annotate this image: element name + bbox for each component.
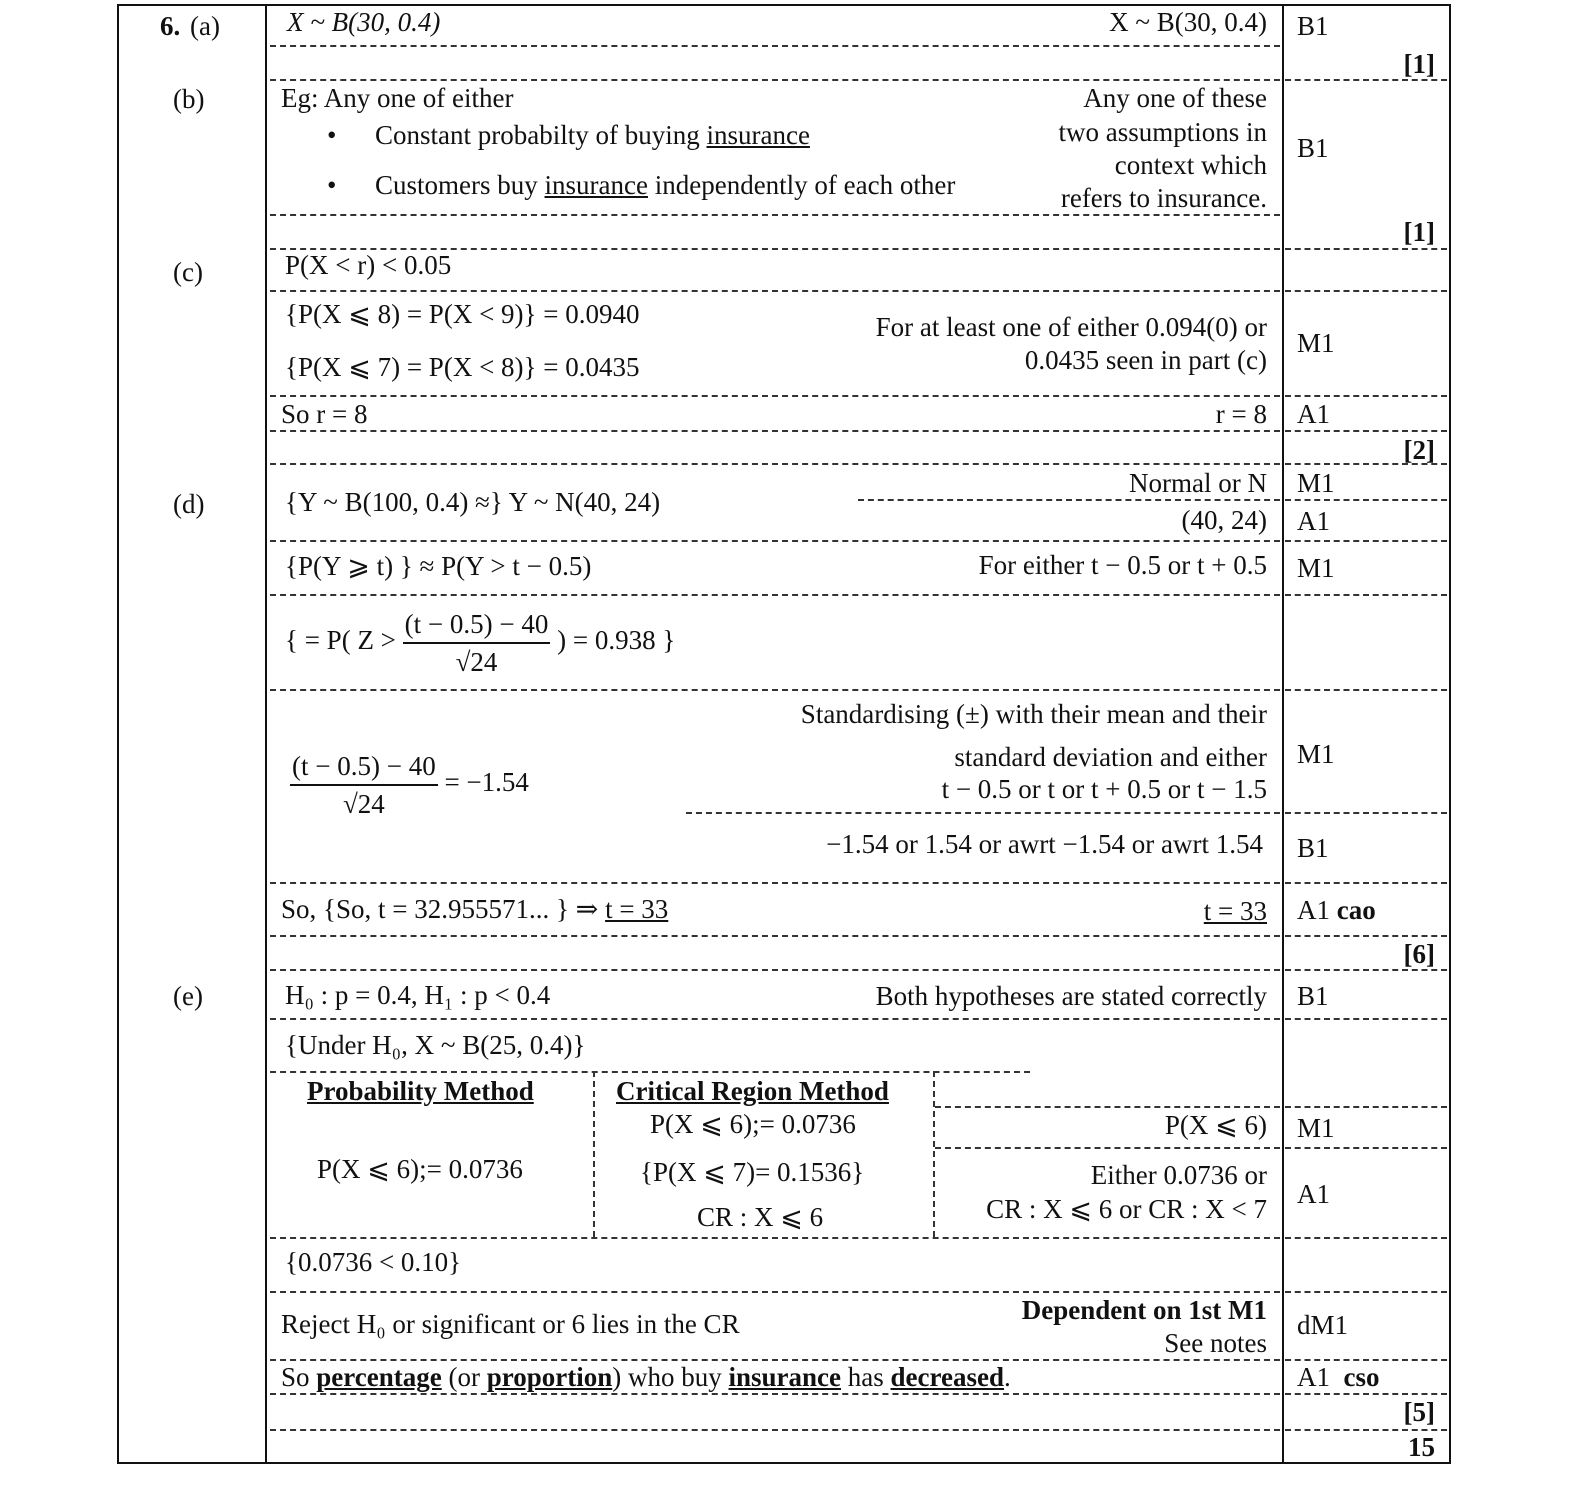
part-label-c: (c) xyxy=(173,257,203,287)
mark-divider xyxy=(1285,812,1447,814)
mark: M1 xyxy=(1297,328,1335,358)
part-total: [1] xyxy=(1403,49,1435,79)
text: proportion xyxy=(486,1362,613,1392)
text: So, {So, t = 32.955571... } ⇒ xyxy=(281,894,606,924)
note: two assumptions in xyxy=(1058,117,1267,147)
text: A1 xyxy=(1297,1362,1330,1392)
mark-divider xyxy=(1285,1018,1447,1020)
grand-total: 15 xyxy=(1408,1432,1435,1462)
denominator: √24 xyxy=(455,647,498,677)
row-divider xyxy=(270,395,1280,397)
answer: P(X ⩽ 6);= 0.0736 xyxy=(317,1154,523,1184)
answer: CR : X ⩽ 6 xyxy=(697,1202,824,1232)
numerator: (t − 0.5) − 40 xyxy=(403,606,551,644)
row-divider xyxy=(270,1429,1280,1431)
answer: {P(X ⩽ 7)= 0.1536} xyxy=(640,1157,865,1187)
answer: P(X < r) < 0.05 xyxy=(285,250,452,280)
answer: {Under H₀, X ~ B(25, 0.4)} xyxy=(285,1030,586,1060)
heading-critical-region-method: Critical Region Method xyxy=(616,1076,889,1106)
row-divider xyxy=(270,935,1280,937)
note: refers to insurance. xyxy=(1060,183,1267,213)
answer: {0.0736 < 0.10} xyxy=(285,1247,462,1277)
column-divider xyxy=(265,4,267,1464)
fraction xyxy=(403,606,551,680)
answer: X ~ B(30, 0.4) xyxy=(287,7,441,37)
text: cao xyxy=(1336,895,1376,925)
text: So xyxy=(281,1362,317,1392)
text: t = 33 xyxy=(605,894,669,924)
text: A1 xyxy=(1297,895,1330,925)
bullet-icon: • xyxy=(327,120,337,150)
note: X ~ B(30, 0.4) xyxy=(1109,7,1267,37)
method-divider xyxy=(933,1071,935,1237)
text: (or xyxy=(441,1362,487,1392)
answer: So r = 8 xyxy=(281,399,368,429)
mark-divider xyxy=(1285,689,1447,691)
note: r = 8 xyxy=(1215,399,1267,429)
mark: A1 xyxy=(1297,1179,1330,1209)
text: Customers buy xyxy=(375,170,545,200)
mark xyxy=(1297,1361,1380,1393)
answer: {P(X ⩽ 7) = P(X < 8)} = 0.0435 xyxy=(285,352,640,382)
answer-bullet xyxy=(375,119,810,151)
mark-divider xyxy=(1285,1393,1447,1395)
text: . xyxy=(1004,1362,1011,1392)
row-divider xyxy=(935,1106,1280,1108)
text: { = P( Z > xyxy=(285,625,396,656)
denominator: √24 xyxy=(342,789,385,819)
text: insurance xyxy=(706,120,810,150)
text: ) = 0.938 } xyxy=(557,625,676,656)
bottom-border xyxy=(118,1462,1451,1464)
row-divider xyxy=(270,969,1280,971)
fraction xyxy=(290,748,438,822)
part-total: [6] xyxy=(1403,939,1435,969)
mark-divider xyxy=(1285,1291,1447,1293)
row-divider xyxy=(270,689,1280,691)
mark-divider xyxy=(1285,594,1447,596)
row-divider xyxy=(270,1071,1030,1073)
note: standard deviation and either xyxy=(954,742,1267,772)
answer: Reject H₀ or significant or 6 lies in the CR xyxy=(281,1309,740,1339)
answer-z-equation xyxy=(290,748,529,822)
mark: M1 xyxy=(1297,468,1335,498)
note: See notes xyxy=(1164,1328,1267,1358)
row-divider xyxy=(935,1147,1280,1149)
note: Normal or N xyxy=(1129,468,1267,498)
row-divider xyxy=(270,290,1280,292)
row-divider xyxy=(270,430,1280,432)
answer-standardised xyxy=(285,606,675,680)
row-divider xyxy=(270,1291,1280,1293)
part-label-b: (b) xyxy=(173,84,205,114)
mark xyxy=(1297,894,1376,926)
mark: B1 xyxy=(1297,981,1329,1011)
mark-divider xyxy=(1285,1106,1447,1108)
mark-divider xyxy=(1285,290,1447,292)
answer: {P(Y ⩾ t) } ≈ P(Y > t − 0.5) xyxy=(285,551,592,581)
row-divider xyxy=(686,812,1280,814)
heading-probability-method: Probability Method xyxy=(307,1076,534,1106)
text: insurance xyxy=(728,1362,842,1392)
note: For at least one of either 0.094(0) or xyxy=(875,312,1267,342)
mark: A1 xyxy=(1297,399,1330,429)
mark: A1 xyxy=(1297,506,1330,536)
note: P(X ⩽ 6) xyxy=(1164,1110,1267,1140)
question-number: 6. xyxy=(160,11,181,41)
bullet-icon: • xyxy=(327,170,337,200)
mark: dM1 xyxy=(1297,1310,1349,1340)
text: cso xyxy=(1343,1362,1380,1392)
mark-divider xyxy=(1285,540,1447,542)
conclusion xyxy=(281,1361,1011,1393)
method-divider xyxy=(593,1071,595,1237)
mark-divider xyxy=(1285,1147,1447,1149)
answer: Eg: Any one of either xyxy=(281,83,514,113)
text: percentage xyxy=(316,1362,442,1392)
right-border xyxy=(1449,4,1451,1464)
row-divider xyxy=(270,1237,1280,1239)
text: independently of each other xyxy=(647,170,956,200)
mark: B1 xyxy=(1297,11,1329,41)
mark-divider xyxy=(1285,499,1447,501)
answer: P(X ⩽ 6);= 0.0736 xyxy=(650,1109,856,1139)
note: Either 0.0736 or xyxy=(1090,1160,1267,1190)
mark: M1 xyxy=(1297,553,1335,583)
left-border xyxy=(117,4,119,1464)
row-divider xyxy=(270,1393,1280,1395)
answer: {P(X ⩽ 8) = P(X < 9)} = 0.0940 xyxy=(285,299,640,329)
row-divider xyxy=(270,540,1280,542)
note: t = 33 xyxy=(1203,896,1267,926)
note: Dependent on 1st M1 xyxy=(1021,1295,1267,1325)
text: ) who buy xyxy=(612,1362,729,1392)
mark: M1 xyxy=(1297,1113,1335,1143)
note: 0.0435 seen in part (c) xyxy=(1024,345,1267,375)
part-label-e: (e) xyxy=(173,981,203,1011)
note: CR : X ⩽ 6 or CR : X < 7 xyxy=(986,1194,1267,1224)
part-label-d: (d) xyxy=(173,489,205,519)
part-total: [2] xyxy=(1403,435,1435,465)
note: Both hypotheses are stated correctly xyxy=(875,981,1267,1011)
mark-divider xyxy=(1285,882,1447,884)
note: t − 0.5 or t or t + 0.5 or t − 1.5 xyxy=(941,774,1267,804)
text: decreased xyxy=(890,1362,1005,1392)
row-divider xyxy=(270,45,1280,47)
mark-divider xyxy=(1285,395,1447,397)
row-divider xyxy=(270,214,1280,216)
text: Constant probabilty of buying xyxy=(375,120,707,150)
part-total: [1] xyxy=(1403,217,1435,247)
part-label-a: (a) xyxy=(190,11,220,41)
mark: M1 xyxy=(1297,739,1335,769)
note: Any one of these xyxy=(1083,83,1267,113)
numerator: (t − 0.5) − 40 xyxy=(290,748,438,786)
mark-divider xyxy=(1285,248,1447,250)
column-divider xyxy=(1282,4,1284,1464)
part-total: [5] xyxy=(1403,1397,1435,1427)
row-divider xyxy=(270,463,1280,465)
text: = −1.54 xyxy=(444,767,529,798)
row-divider xyxy=(270,594,1280,596)
mark: B1 xyxy=(1297,133,1329,163)
note: −1.54 or 1.54 or awrt −1.54 or awrt 1.54 xyxy=(826,829,1263,859)
note: Standardising (±) with their mean and their xyxy=(800,699,1267,729)
mark-divider xyxy=(1285,430,1447,432)
note: For either t − 0.5 or t + 0.5 xyxy=(978,550,1267,580)
row-divider xyxy=(270,1018,1280,1020)
text: has xyxy=(841,1362,891,1392)
row-divider xyxy=(270,882,1280,884)
mark: B1 xyxy=(1297,833,1329,863)
answer-bullet xyxy=(375,169,955,201)
note: context which xyxy=(1114,150,1267,180)
note: (40, 24) xyxy=(1181,505,1267,535)
answer: H₀ : p = 0.4, H₁ : p < 0.4 xyxy=(285,980,551,1010)
row-divider xyxy=(858,499,1280,501)
row-divider xyxy=(270,79,1280,81)
answer: {Y ~ B(100, 0.4) ≈} Y ~ N(40, 24) xyxy=(285,487,661,517)
mark-divider xyxy=(1285,1237,1447,1239)
text: insurance xyxy=(544,170,648,200)
mark-divider xyxy=(1285,935,1447,937)
answer xyxy=(281,893,668,925)
